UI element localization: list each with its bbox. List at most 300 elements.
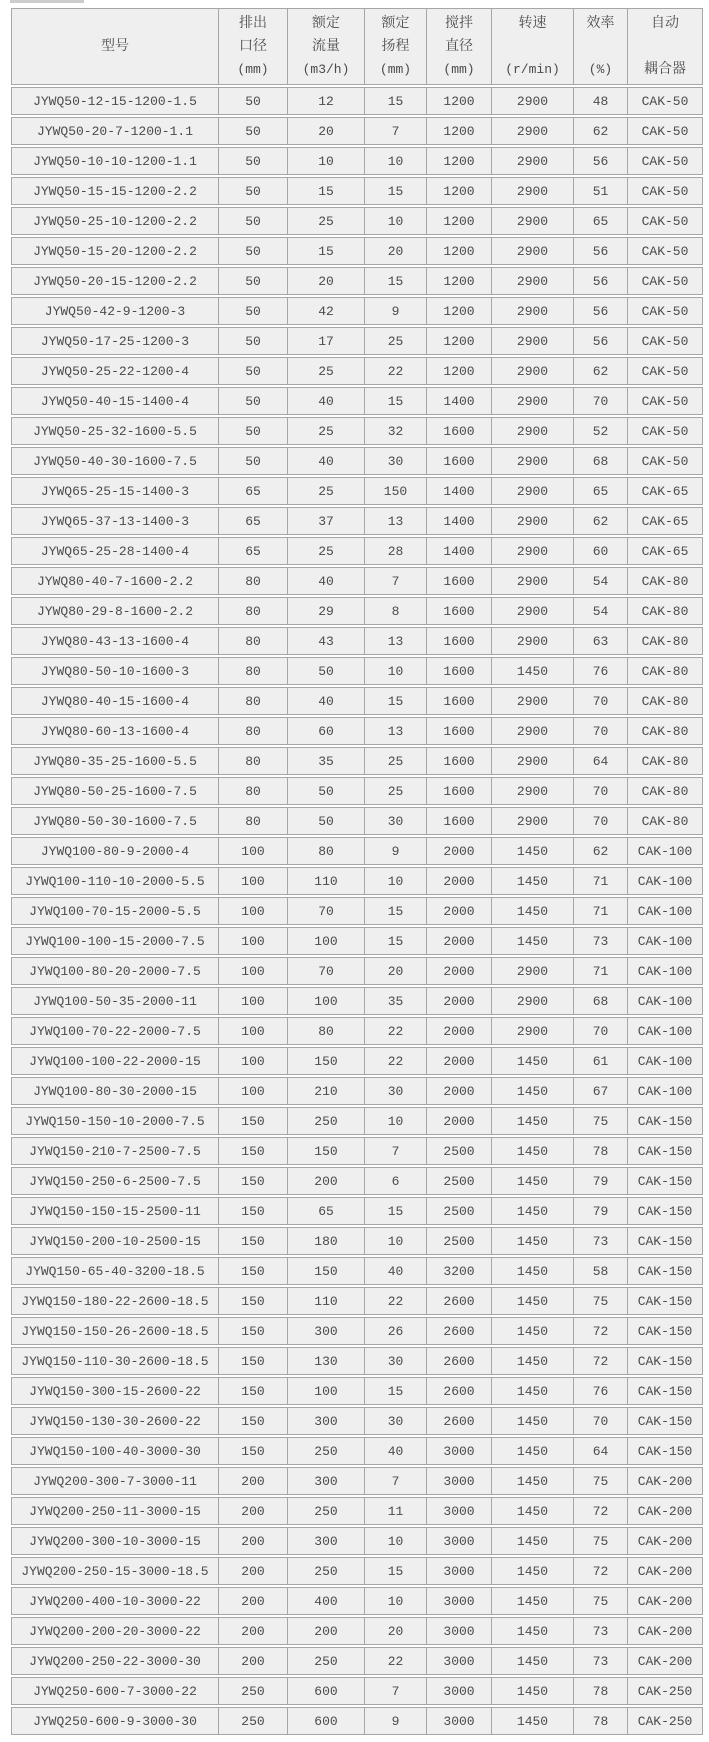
mixing-diameter-cell: 1600 [426,747,491,775]
speed-cell: 2900 [491,117,573,145]
header-efficiency-line2 [574,35,627,58]
rated-head-cell: 7 [364,1467,426,1495]
efficiency-cell: 75 [573,1587,627,1615]
outlet-diameter-cell: 250 [218,1677,287,1705]
header-model-line3 [12,58,218,81]
rated-head-cell: 22 [364,1017,426,1045]
outlet-diameter-cell: 150 [218,1107,287,1135]
outlet-diameter-cell: 50 [218,447,287,475]
speed-cell: 1450 [491,1107,573,1135]
auto-coupler-cell: CAK-80 [627,807,703,835]
model-cell: JYWQ100-100-22-2000-15 [11,1047,218,1075]
speed-cell: 2900 [491,417,573,445]
rated-flow-cell: 25 [287,417,364,445]
mixing-diameter-cell: 1200 [426,267,491,295]
table-row [11,1107,703,1135]
efficiency-cell: 73 [573,1647,627,1675]
rated-flow-cell: 250 [287,1647,364,1675]
auto-coupler-cell: CAK-200 [627,1497,703,1525]
auto-coupler-cell: CAK-100 [627,1017,703,1045]
table-row [11,297,703,325]
speed-cell: 1450 [491,867,573,895]
mixing-diameter-cell: 2600 [426,1287,491,1315]
outlet-diameter-cell: 150 [218,1287,287,1315]
efficiency-cell: 70 [573,687,627,715]
model-cell: JYWQ50-40-30-1600-7.5 [11,447,218,475]
speed-cell: 1450 [491,1647,573,1675]
auto-coupler-cell: CAK-65 [627,507,703,535]
mixing-diameter-cell: 1200 [426,117,491,145]
table-row [11,1287,703,1315]
auto-coupler-cell: CAK-50 [627,357,703,385]
efficiency-cell: 75 [573,1467,627,1495]
header-rated-flow [287,8,364,85]
header-mixing-diameter-unit: (mm) [443,62,475,77]
rated-head-cell: 7 [364,1137,426,1165]
model-cell: JYWQ80-40-15-1600-4 [11,687,218,715]
mixing-diameter-cell: 1200 [426,327,491,355]
auto-coupler-cell: CAK-80 [627,627,703,655]
outlet-diameter-cell: 150 [218,1167,287,1195]
rated-head-cell: 10 [364,1587,426,1615]
auto-coupler-cell: CAK-150 [627,1257,703,1285]
speed-cell: 2900 [491,957,573,985]
outlet-diameter-cell: 100 [218,987,287,1015]
header-auto-coupler [627,8,703,85]
mixing-diameter-cell: 2600 [426,1377,491,1405]
rated-flow-cell: 15 [287,177,364,205]
table-row [11,957,703,985]
outlet-diameter-cell: 100 [218,957,287,985]
efficiency-cell: 54 [573,567,627,595]
mixing-diameter-cell: 3200 [426,1257,491,1285]
speed-cell: 2900 [491,387,573,415]
efficiency-cell: 65 [573,207,627,235]
efficiency-cell: 54 [573,597,627,625]
speed-cell: 1450 [491,1377,573,1405]
mixing-diameter-cell: 1600 [426,447,491,475]
table-header [11,8,703,85]
rated-head-cell: 13 [364,507,426,535]
table-row [11,357,703,385]
model-cell: JYWQ200-200-20-3000-22 [11,1617,218,1645]
auto-coupler-cell: CAK-150 [627,1227,703,1255]
speed-cell: 2900 [491,327,573,355]
auto-coupler-cell: CAK-50 [627,327,703,355]
auto-coupler-cell: CAK-50 [627,147,703,175]
efficiency-cell: 56 [573,327,627,355]
outlet-diameter-cell: 65 [218,537,287,565]
efficiency-cell: 70 [573,717,627,745]
model-cell: JYWQ100-80-20-2000-7.5 [11,957,218,985]
rated-flow-cell: 200 [287,1167,364,1195]
efficiency-cell: 52 [573,417,627,445]
rated-head-cell: 15 [364,897,426,925]
header-model-line2: 型号 [101,38,129,54]
auto-coupler-cell: CAK-250 [627,1677,703,1705]
outlet-diameter-cell: 80 [218,627,287,655]
rated-flow-cell: 43 [287,627,364,655]
rated-head-cell: 26 [364,1317,426,1345]
mixing-diameter-cell: 2500 [426,1167,491,1195]
efficiency-cell: 62 [573,507,627,535]
auto-coupler-cell: CAK-200 [627,1557,703,1585]
rated-flow-cell: 600 [287,1707,364,1735]
speed-cell: 2900 [491,807,573,835]
mixing-diameter-cell: 2000 [426,1047,491,1075]
mixing-diameter-cell: 3000 [426,1497,491,1525]
speed-cell: 1450 [491,657,573,685]
model-cell: JYWQ150-130-30-2600-22 [11,1407,218,1435]
outlet-diameter-cell: 50 [218,207,287,235]
rated-head-cell: 10 [364,207,426,235]
speed-cell: 2900 [491,987,573,1015]
header-row [11,8,703,85]
auto-coupler-cell: CAK-200 [627,1617,703,1645]
outlet-diameter-cell: 65 [218,477,287,505]
header-mixing-diameter-line1: 搅拌 [445,15,473,31]
rated-head-cell: 13 [364,717,426,745]
outlet-diameter-cell: 80 [218,747,287,775]
speed-cell: 1450 [491,1707,573,1735]
rated-head-cell: 7 [364,117,426,145]
speed-cell: 1450 [491,1497,573,1525]
outlet-diameter-cell: 80 [218,687,287,715]
mixing-diameter-cell: 1200 [426,297,491,325]
auto-coupler-cell: CAK-100 [627,927,703,955]
model-cell: JYWQ50-17-25-1200-3 [11,327,218,355]
mixing-diameter-cell: 3000 [426,1587,491,1615]
rated-flow-cell: 70 [287,957,364,985]
rated-flow-cell: 50 [287,657,364,685]
rated-head-cell: 13 [364,627,426,655]
table-body [11,87,703,1735]
rated-head-cell: 15 [364,87,426,115]
table-row [11,567,703,595]
efficiency-cell: 62 [573,357,627,385]
rated-head-cell: 22 [364,1287,426,1315]
table-row [11,1347,703,1375]
mixing-diameter-cell: 3000 [426,1617,491,1645]
rated-head-cell: 40 [364,1257,426,1285]
outlet-diameter-cell: 50 [218,297,287,325]
rated-flow-cell: 300 [287,1317,364,1345]
speed-cell: 2900 [491,507,573,535]
model-cell: JYWQ65-25-15-1400-3 [11,477,218,505]
model-cell: JYWQ80-50-30-1600-7.5 [11,807,218,835]
efficiency-cell: 70 [573,387,627,415]
speed-cell: 1450 [491,1467,573,1495]
model-cell: JYWQ150-150-15-2500-11 [11,1197,218,1225]
rated-flow-cell: 15 [287,237,364,265]
efficiency-cell: 75 [573,1527,627,1555]
efficiency-cell: 70 [573,1407,627,1435]
efficiency-cell: 75 [573,1107,627,1135]
model-cell: JYWQ50-20-7-1200-1.1 [11,117,218,145]
mixing-diameter-cell: 1200 [426,87,491,115]
auto-coupler-cell: CAK-150 [627,1377,703,1405]
speed-cell: 2900 [491,237,573,265]
model-cell: JYWQ80-60-13-1600-4 [11,717,218,745]
rated-flow-cell: 600 [287,1677,364,1705]
rated-head-cell: 32 [364,417,426,445]
rated-flow-cell: 20 [287,267,364,295]
rated-flow-cell: 250 [287,1107,364,1135]
outlet-diameter-cell: 200 [218,1467,287,1495]
rated-flow-cell: 110 [287,867,364,895]
rated-flow-cell: 80 [287,1017,364,1045]
auto-coupler-cell: CAK-50 [627,207,703,235]
rated-flow-cell: 25 [287,357,364,385]
table-row [11,387,703,415]
outlet-diameter-cell: 50 [218,417,287,445]
efficiency-cell: 71 [573,897,627,925]
table-row [11,657,703,685]
outlet-diameter-cell: 80 [218,597,287,625]
auto-coupler-cell: CAK-80 [627,687,703,715]
mixing-diameter-cell: 3000 [426,1557,491,1585]
rated-flow-cell: 42 [287,297,364,325]
rated-flow-cell: 50 [287,807,364,835]
efficiency-cell: 62 [573,837,627,865]
speed-cell: 2900 [491,477,573,505]
model-cell: JYWQ100-70-15-2000-5.5 [11,897,218,925]
speed-cell: 1450 [491,1047,573,1075]
speed-cell: 1450 [491,1527,573,1555]
rated-flow-cell: 12 [287,87,364,115]
auto-coupler-cell: CAK-200 [627,1467,703,1495]
model-cell: JYWQ80-29-8-1600-2.2 [11,597,218,625]
model-cell: JYWQ200-400-10-3000-22 [11,1587,218,1615]
rated-flow-cell: 17 [287,327,364,355]
model-cell: JYWQ65-37-13-1400-3 [11,507,218,535]
efficiency-cell: 79 [573,1197,627,1225]
table-row [11,1137,703,1165]
mixing-diameter-cell: 1600 [426,807,491,835]
rated-flow-cell: 110 [287,1287,364,1315]
outlet-diameter-cell: 80 [218,717,287,745]
mixing-diameter-cell: 1400 [426,477,491,505]
table-row [11,537,703,565]
efficiency-cell: 56 [573,237,627,265]
rated-flow-cell: 200 [287,1617,364,1645]
outlet-diameter-cell: 150 [218,1317,287,1345]
speed-cell: 1450 [491,1557,573,1585]
outlet-diameter-cell: 100 [218,837,287,865]
speed-cell: 1450 [491,897,573,925]
rated-flow-cell: 100 [287,927,364,955]
rated-head-cell: 11 [364,1497,426,1525]
outlet-diameter-cell: 100 [218,1077,287,1105]
rated-head-cell: 22 [364,1647,426,1675]
outlet-diameter-cell: 200 [218,1527,287,1555]
rated-flow-cell: 400 [287,1587,364,1615]
mixing-diameter-cell: 2000 [426,927,491,955]
outlet-diameter-cell: 50 [218,327,287,355]
model-cell: JYWQ100-100-15-2000-7.5 [11,927,218,955]
table-row [11,1557,703,1585]
header-auto-coupler-line2 [628,35,702,58]
header-mixing-diameter-line2: 直径 [445,38,473,54]
model-cell: JYWQ100-50-35-2000-11 [11,987,218,1015]
table-row [11,1527,703,1555]
model-cell: JYWQ150-150-10-2000-7.5 [11,1107,218,1135]
efficiency-cell: 70 [573,1017,627,1045]
mixing-diameter-cell: 1200 [426,147,491,175]
rated-flow-cell: 210 [287,1077,364,1105]
mixing-diameter-cell: 2600 [426,1317,491,1345]
efficiency-cell: 61 [573,1047,627,1075]
table-row [11,807,703,835]
model-cell: JYWQ50-15-20-1200-2.2 [11,237,218,265]
rated-flow-cell: 150 [287,1257,364,1285]
table-row [11,1707,703,1735]
rated-head-cell: 30 [364,807,426,835]
table-row [11,207,703,235]
efficiency-cell: 76 [573,1377,627,1405]
table-row [11,267,703,295]
model-cell: JYWQ150-110-30-2600-18.5 [11,1347,218,1375]
model-cell: JYWQ50-25-10-1200-2.2 [11,207,218,235]
header-rated-flow-line1: 额定 [312,15,340,31]
table-row [11,717,703,745]
auto-coupler-cell: CAK-80 [627,747,703,775]
speed-cell: 1450 [491,1317,573,1345]
auto-coupler-cell: CAK-100 [627,837,703,865]
speed-cell: 2900 [491,537,573,565]
table-row [11,147,703,175]
efficiency-cell: 68 [573,447,627,475]
table-row [11,1197,703,1225]
outlet-diameter-cell: 50 [218,357,287,385]
speed-cell: 2900 [491,627,573,655]
header-efficiency-line1: 效率 [586,15,615,31]
efficiency-cell: 73 [573,1617,627,1645]
rated-flow-cell: 100 [287,987,364,1015]
model-cell: JYWQ200-250-22-3000-30 [11,1647,218,1675]
model-cell: JYWQ200-250-11-3000-15 [11,1497,218,1525]
efficiency-cell: 70 [573,807,627,835]
speed-cell: 2900 [491,1017,573,1045]
rated-flow-cell: 40 [287,687,364,715]
efficiency-cell: 48 [573,87,627,115]
table-row [11,1407,703,1435]
table-row [11,867,703,895]
mixing-diameter-cell: 3000 [426,1677,491,1705]
rated-flow-cell: 130 [287,1347,364,1375]
table-row [11,627,703,655]
auto-coupler-cell: CAK-150 [627,1407,703,1435]
rated-head-cell: 9 [364,297,426,325]
speed-cell: 1450 [491,1437,573,1465]
header-outlet-diameter-line1: 排出 [239,15,267,31]
efficiency-cell: 68 [573,987,627,1015]
rated-head-cell: 25 [364,777,426,805]
rated-head-cell: 15 [364,387,426,415]
model-cell: JYWQ80-35-25-1600-5.5 [11,747,218,775]
mixing-diameter-cell: 3000 [426,1527,491,1555]
table-row [11,1437,703,1465]
speed-cell: 1450 [491,1227,573,1255]
outlet-diameter-cell: 200 [218,1557,287,1585]
model-cell: JYWQ100-110-10-2000-5.5 [11,867,218,895]
auto-coupler-cell: CAK-150 [627,1197,703,1225]
rated-head-cell: 150 [364,477,426,505]
model-cell: JYWQ200-300-7-3000-11 [11,1467,218,1495]
outlet-diameter-cell: 150 [218,1197,287,1225]
model-cell: JYWQ80-43-13-1600-4 [11,627,218,655]
rated-head-cell: 30 [364,447,426,475]
model-cell: JYWQ65-25-28-1400-4 [11,537,218,565]
rated-flow-cell: 25 [287,207,364,235]
rated-head-cell: 10 [364,147,426,175]
efficiency-cell: 73 [573,1227,627,1255]
auto-coupler-cell: CAK-80 [627,597,703,625]
rated-head-cell: 7 [364,567,426,595]
mixing-diameter-cell: 2000 [426,987,491,1015]
model-cell: JYWQ50-25-22-1200-4 [11,357,218,385]
table-row [11,177,703,205]
rated-head-cell: 15 [364,687,426,715]
auto-coupler-cell: CAK-150 [627,1107,703,1135]
rated-head-cell: 15 [364,177,426,205]
mixing-diameter-cell: 1200 [426,207,491,235]
rated-flow-cell: 100 [287,1377,364,1405]
rated-flow-cell: 80 [287,837,364,865]
model-cell: JYWQ250-600-9-3000-30 [11,1707,218,1735]
outlet-diameter-cell: 150 [218,1437,287,1465]
model-cell: JYWQ150-180-22-2600-18.5 [11,1287,218,1315]
speed-cell: 2900 [491,687,573,715]
speed-cell: 1450 [491,1137,573,1165]
auto-coupler-cell: CAK-65 [627,477,703,505]
auto-coupler-cell: CAK-100 [627,957,703,985]
table-row [11,477,703,505]
auto-coupler-cell: CAK-150 [627,1347,703,1375]
outlet-diameter-cell: 100 [218,927,287,955]
rated-head-cell: 15 [364,267,426,295]
header-mixing-diameter [426,8,491,85]
auto-coupler-cell: CAK-50 [627,117,703,145]
header-speed-line2 [492,35,573,58]
rated-head-cell: 30 [364,1077,426,1105]
rated-flow-cell: 25 [287,477,364,505]
rated-head-cell: 7 [364,1677,426,1705]
mixing-diameter-cell: 1200 [426,177,491,205]
efficiency-cell: 65 [573,477,627,505]
model-cell: JYWQ150-250-6-2500-7.5 [11,1167,218,1195]
auto-coupler-cell: CAK-150 [627,1437,703,1465]
outlet-diameter-cell: 200 [218,1497,287,1525]
mixing-diameter-cell: 1600 [426,417,491,445]
rated-flow-cell: 300 [287,1467,364,1495]
auto-coupler-cell: CAK-50 [627,177,703,205]
outlet-diameter-cell: 100 [218,1047,287,1075]
auto-coupler-cell: CAK-150 [627,1287,703,1315]
rated-flow-cell: 29 [287,597,364,625]
efficiency-cell: 78 [573,1677,627,1705]
efficiency-cell: 56 [573,297,627,325]
outlet-diameter-cell: 50 [218,117,287,145]
auto-coupler-cell: CAK-150 [627,1167,703,1195]
table-row [11,1647,703,1675]
rated-flow-cell: 150 [287,1137,364,1165]
mixing-diameter-cell: 2000 [426,957,491,985]
speed-cell: 1450 [491,837,573,865]
auto-coupler-cell: CAK-100 [627,1077,703,1105]
model-cell: JYWQ50-25-32-1600-5.5 [11,417,218,445]
model-cell: JYWQ100-80-9-2000-4 [11,837,218,865]
